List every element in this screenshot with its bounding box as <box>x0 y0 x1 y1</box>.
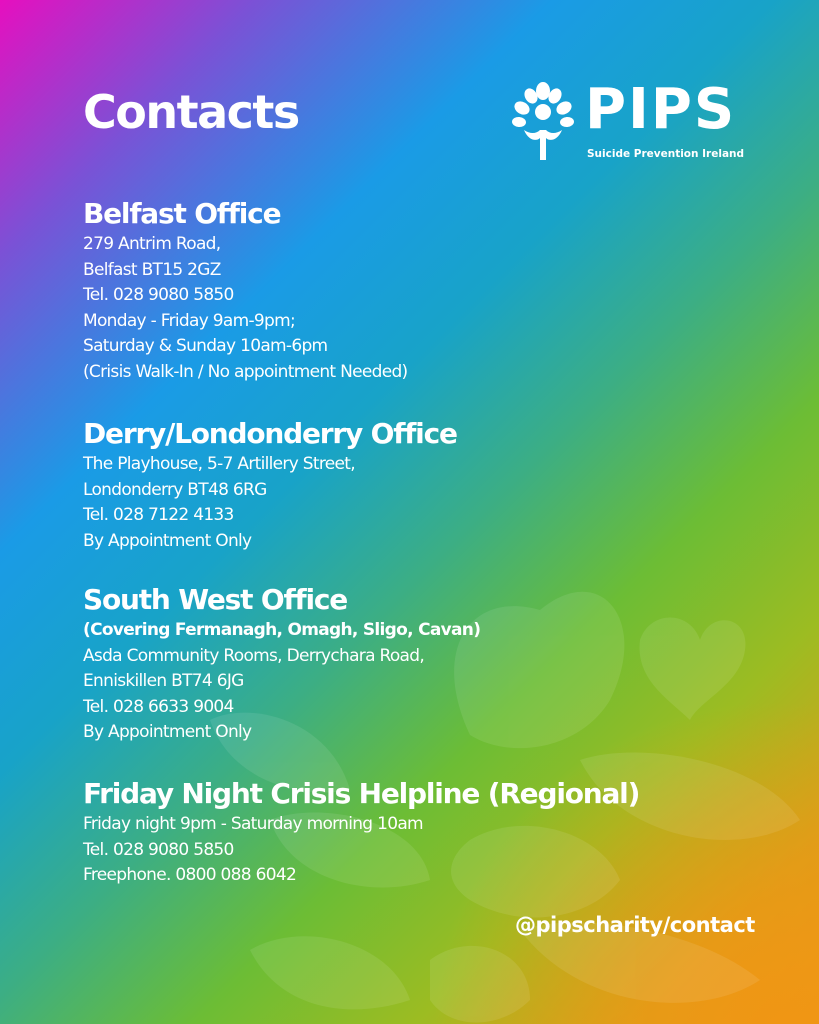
social-handle: @pipscharity/contact <box>515 913 755 937</box>
address-line: The Playhouse, 5-7 Artillery Street, <box>83 454 355 474</box>
pips-logo <box>510 77 745 162</box>
brand-tagline: Suicide Prevention Ireland <box>587 148 745 160</box>
hours-line: Saturday & Sunday 10am-6pm <box>83 336 328 357</box>
page-title: Contacts <box>83 85 299 139</box>
section-heading: South West Office <box>83 583 348 616</box>
south-west-office-section <box>83 582 480 746</box>
hours-line: Monday - Friday 9am-9pm; <box>83 310 296 331</box>
derry-office-section <box>83 416 457 554</box>
coverage-line: (Covering Fermanagh, Omagh, Sligo, Cavan) <box>83 620 481 640</box>
section-heading: Belfast Office <box>83 197 281 230</box>
address-line: Belfast BT15 2GZ <box>83 259 221 280</box>
section-heading: Friday Night Crisis Helpline (Regional) <box>83 777 640 810</box>
phone-line: Tel. 028 7122 4133 <box>83 505 234 526</box>
phone-line: Tel. 028 9080 5850 <box>83 839 234 860</box>
note-line: By Appointment Only <box>83 722 252 743</box>
tree-of-hands-icon <box>510 80 576 162</box>
freephone-line: Freephone. 0800 088 6042 <box>83 865 297 886</box>
section-heading: Derry/Londonderry Office <box>83 417 457 450</box>
brand-name: PIPS <box>585 77 737 142</box>
address-line: Asda Community Rooms, Derrychara Road, <box>83 645 425 666</box>
belfast-office-section <box>83 196 407 386</box>
address-line: Enniskillen BT74 6JG <box>83 671 244 692</box>
phone-line: Tel. 028 6633 9004 <box>83 696 234 717</box>
phone-line: Tel. 028 9080 5850 <box>83 285 234 306</box>
note-line: By Appointment Only <box>83 530 252 551</box>
hours-line: Friday night 9pm - Saturday morning 10am <box>83 814 423 834</box>
address-line: 279 Antrim Road, <box>83 234 221 254</box>
note-line: (Crisis Walk-In / No appointment Needed) <box>83 361 408 382</box>
address-line: Londonderry BT48 6RG <box>83 479 267 500</box>
crisis-helpline-section <box>83 776 639 889</box>
